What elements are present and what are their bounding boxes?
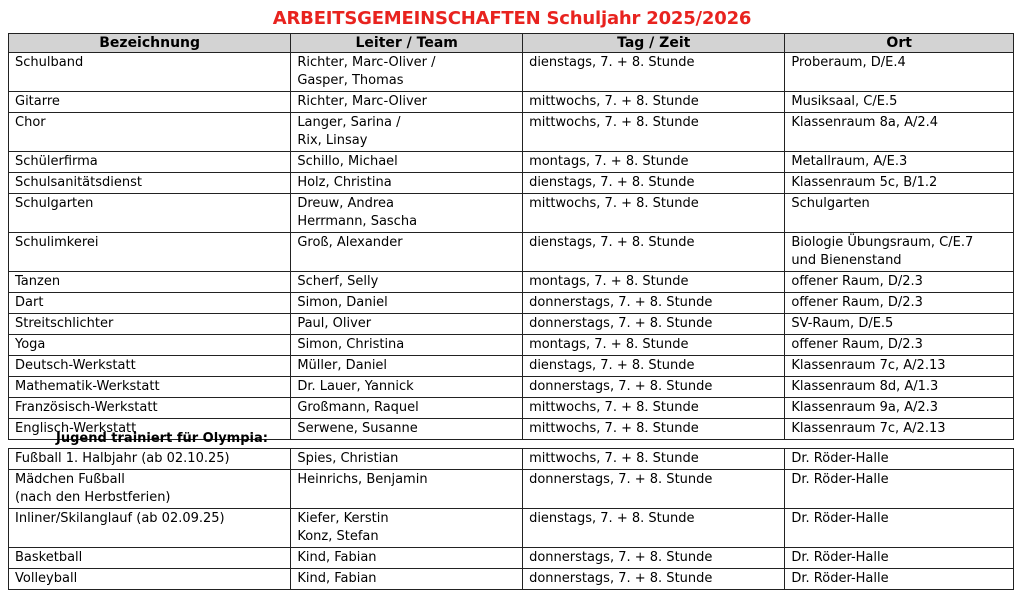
table-row: [9, 92, 1014, 113]
section-title-olympia: Jugend trainiert für Olympia:: [56, 431, 268, 446]
table-row: [9, 152, 1014, 173]
cell-bezeichnung-line: Inliner/Skilanglauf (ab 02.09.25): [15, 511, 225, 526]
cell-leiter: [291, 449, 523, 470]
cell-ort-line: offener Raum, D/2.3: [791, 337, 923, 352]
cell-ort: Dr. Röder-Halle: [785, 548, 1014, 569]
cell-ort: [785, 335, 1014, 356]
cell-ort-line: Metallraum, A/E.3: [791, 154, 908, 169]
cell-ort-line: Klassenraum 7c, A/2.13: [791, 358, 946, 373]
cell-ort: Dr. Röder-Halle: [785, 509, 1014, 548]
cell-leiter-line: Paul, Oliver: [297, 316, 372, 331]
cell-leiter: [291, 419, 523, 440]
cell-tag-zeit: mittwochs, 7. + 8. Stunde: [523, 113, 785, 152]
table-row: [9, 398, 1014, 419]
cell-bezeichnung: Französisch-Werkstatt: [9, 398, 291, 419]
cell-bezeichnung: Schulsanitätsdienst: [9, 173, 291, 194]
cell-ort-line: offener Raum, D/2.3: [791, 295, 923, 310]
table-row: [9, 194, 1014, 233]
table-header-row: [9, 34, 1014, 53]
cell-ort: [785, 173, 1014, 194]
table-row: [9, 293, 1014, 314]
cell-tag-zeit: mittwochs, 7. + 8. Stunde: [523, 398, 785, 419]
cell-bezeichnung-line: Mädchen Fußball: [15, 472, 125, 487]
cell-leiter-line: Richter, Marc-Oliver: [297, 94, 427, 109]
cell-leiter: [291, 152, 523, 173]
cell-leiter-line: Kind, Fabian: [297, 571, 377, 586]
cell-leiter-line: Kind, Fabian: [297, 550, 377, 565]
cell-leiter: [291, 113, 523, 152]
cell-bezeichnung: [9, 449, 291, 470]
cell-leiter-line: Großmann, Raquel: [297, 400, 419, 415]
cell-leiter-line: Spies, Christian: [297, 451, 399, 466]
table-row: [9, 377, 1014, 398]
cell-leiter-line: Simon, Christina: [297, 337, 405, 352]
cell-ort: [785, 233, 1014, 272]
cell-ort: [785, 152, 1014, 173]
cell-leiter: [291, 377, 523, 398]
cell-bezeichnung: Dart: [9, 293, 291, 314]
cell-leiter-line: Gasper, Thomas: [297, 73, 404, 88]
cell-leiter: [291, 53, 523, 92]
cell-tag-zeit: mittwochs, 7. + 8. Stunde: [523, 419, 785, 440]
cell-leiter: [291, 548, 523, 569]
cell-tag-zeit: mittwochs, 7. + 8. Stunde: [523, 449, 785, 470]
cell-leiter-line: Konz, Stefan: [297, 529, 379, 544]
cell-leiter-line: Rix, Linsay: [297, 133, 368, 148]
cell-bezeichnung: Deutsch-Werkstatt: [9, 356, 291, 377]
cell-leiter: [291, 272, 523, 293]
cell-leiter-line: Kiefer, Kerstin: [297, 511, 389, 526]
cell-ort-line: Schulgarten: [791, 196, 870, 211]
header-leiter: Leiter / Team: [291, 34, 523, 53]
table-row: [9, 356, 1014, 377]
cell-leiter: [291, 470, 523, 509]
cell-bezeichnung: Schülerfirma: [9, 152, 291, 173]
header-tag-zeit: Tag / Zeit: [523, 34, 785, 53]
cell-ort-line: Klassenraum 5c, B/1.2: [791, 175, 938, 190]
cell-leiter-line: Heinrichs, Benjamin: [297, 472, 428, 487]
table-row: [9, 509, 1014, 548]
cell-tag-zeit: montags, 7. + 8. Stunde: [523, 272, 785, 293]
cell-leiter: [291, 233, 523, 272]
cell-tag-zeit: mittwochs, 7. + 8. Stunde: [523, 92, 785, 113]
cell-leiter: [291, 356, 523, 377]
cell-ort: [785, 419, 1014, 440]
cell-bezeichnung: Tanzen: [9, 272, 291, 293]
cell-leiter-line: Dreuw, Andrea: [297, 196, 394, 211]
cell-bezeichnung: Mathematik-Werkstatt: [9, 377, 291, 398]
cell-leiter-line: Langer, Sarina /: [297, 115, 401, 130]
cell-ort-line: Klassenraum 8a, A/2.4: [791, 115, 939, 130]
cell-tag-zeit: montags, 7. + 8. Stunde: [523, 152, 785, 173]
olympia-table-body: [9, 449, 1014, 590]
olympia-table: [8, 448, 1014, 590]
cell-bezeichnung: Streitschlichter: [9, 314, 291, 335]
cell-leiter: [291, 398, 523, 419]
cell-bezeichnung: Schulband: [9, 53, 291, 92]
cell-tag-zeit: mittwochs, 7. + 8. Stunde: [523, 194, 785, 233]
cell-bezeichnung: Schulimkerei: [9, 233, 291, 272]
cell-ort: [785, 314, 1014, 335]
cell-bezeichnung: Gitarre: [9, 92, 291, 113]
cell-tag-zeit: dienstags, 7. + 8. Stunde: [523, 53, 785, 92]
cell-leiter: [291, 509, 523, 548]
cell-ort: [785, 293, 1014, 314]
cell-ort: Dr. Röder-Halle: [785, 569, 1014, 590]
cell-ort: [785, 113, 1014, 152]
cell-leiter: [291, 335, 523, 356]
cell-bezeichnung: [9, 569, 291, 590]
cell-leiter: [291, 293, 523, 314]
cell-bezeichnung-line: Fußball 1. Halbjahr (ab 02.10.25): [15, 451, 230, 466]
cell-ort-line: SV-Raum, D/E.5: [791, 316, 894, 331]
table-row: [9, 113, 1014, 152]
cell-bezeichnung: Chor: [9, 113, 291, 152]
cell-tag-zeit: donnerstags, 7. + 8. Stunde: [523, 377, 785, 398]
cell-leiter-line: Herrmann, Sascha: [297, 214, 418, 229]
cell-tag-zeit: donnerstags, 7. + 8. Stunde: [523, 314, 785, 335]
cell-leiter-line: Scherf, Selly: [297, 274, 379, 289]
cell-tag-zeit: donnerstags, 7. + 8. Stunde: [523, 470, 785, 509]
cell-tag-zeit: dienstags, 7. + 8. Stunde: [523, 233, 785, 272]
cell-bezeichnung: Yoga: [9, 335, 291, 356]
cell-leiter: [291, 173, 523, 194]
cell-ort: [785, 272, 1014, 293]
cell-leiter-line: Müller, Daniel: [297, 358, 388, 373]
cell-tag-zeit: dienstags, 7. + 8. Stunde: [523, 509, 785, 548]
cell-ort-line: und Bienenstand: [791, 253, 902, 268]
cell-ort: [785, 398, 1014, 419]
cell-ort-line: Klassenraum 7c, A/2.13: [791, 421, 946, 436]
cell-ort: [785, 92, 1014, 113]
cell-bezeichnung: [9, 470, 291, 509]
cell-ort: [785, 194, 1014, 233]
cell-leiter-line: Serwene, Susanne: [297, 421, 418, 436]
header-ort: Ort: [785, 34, 1014, 53]
cell-bezeichnung: [9, 548, 291, 569]
cell-leiter-line: Dr. Lauer, Yannick: [297, 379, 414, 394]
table-row: [9, 233, 1014, 272]
cell-bezeichnung: [9, 509, 291, 548]
cell-ort: [785, 377, 1014, 398]
cell-leiter-line: Schillo, Michael: [297, 154, 398, 169]
cell-bezeichnung-line: (nach den Herbstferien): [15, 490, 171, 505]
table-row: [9, 173, 1014, 194]
cell-tag-zeit: montags, 7. + 8. Stunde: [523, 335, 785, 356]
cell-ort: [785, 53, 1014, 92]
table-row: [9, 314, 1014, 335]
table-row: [9, 569, 1014, 590]
cell-bezeichnung-line: Basketball: [15, 550, 83, 565]
cell-leiter: [291, 92, 523, 113]
table-row: [9, 470, 1014, 509]
cell-ort-line: Proberaum, D/E.4: [791, 55, 906, 70]
cell-tag-zeit: dienstags, 7. + 8. Stunde: [523, 356, 785, 377]
ag-table: [8, 33, 1014, 440]
table-row: [9, 272, 1014, 293]
cell-bezeichnung-line: Volleyball: [15, 571, 78, 586]
cell-leiter: [291, 314, 523, 335]
cell-bezeichnung: Schulgarten: [9, 194, 291, 233]
table-row: [9, 548, 1014, 569]
table-row: [9, 335, 1014, 356]
cell-tag-zeit: dienstags, 7. + 8. Stunde: [523, 173, 785, 194]
cell-leiter: [291, 194, 523, 233]
cell-bezeichnung: Englisch-Werkstatt: [9, 419, 291, 440]
cell-tag-zeit: donnerstags, 7. + 8. Stunde: [523, 569, 785, 590]
cell-ort-line: Biologie Übungsraum, C/E.7: [791, 235, 974, 250]
table-row: [9, 53, 1014, 92]
cell-tag-zeit: donnerstags, 7. + 8. Stunde: [523, 548, 785, 569]
cell-leiter: [291, 569, 523, 590]
cell-ort-line: Klassenraum 9a, A/2.3: [791, 400, 939, 415]
cell-leiter-line: Simon, Daniel: [297, 295, 388, 310]
cell-ort: Dr. Röder-Halle: [785, 449, 1014, 470]
table-row: [9, 449, 1014, 470]
ag-table-body: [9, 53, 1014, 440]
cell-ort: [785, 356, 1014, 377]
cell-leiter-line: Richter, Marc-Oliver /: [297, 55, 436, 70]
cell-ort-line: offener Raum, D/2.3: [791, 274, 923, 289]
cell-leiter-line: Groß, Alexander: [297, 235, 403, 250]
cell-leiter-line: Holz, Christina: [297, 175, 392, 190]
cell-ort-line: Klassenraum 8d, A/1.3: [791, 379, 939, 394]
page-title: ARBEITSGEMEINSCHAFTEN Schuljahr 2025/2026: [272, 8, 752, 29]
header-bezeichnung: Bezeichnung: [9, 34, 291, 53]
cell-ort: Dr. Röder-Halle: [785, 470, 1014, 509]
cell-tag-zeit: donnerstags, 7. + 8. Stunde: [523, 293, 785, 314]
cell-ort-line: Musiksaal, C/E.5: [791, 94, 898, 109]
